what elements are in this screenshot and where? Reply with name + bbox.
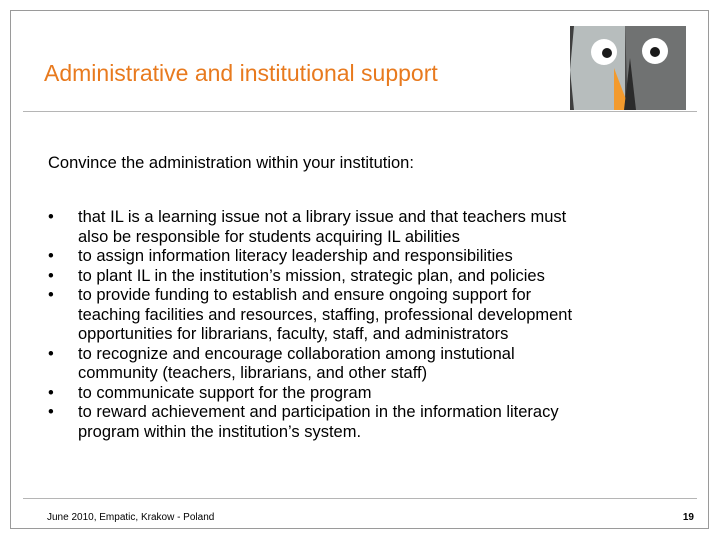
- bullet-list: [48, 208, 708, 442]
- bullet-item: • to provide funding to establish and ensure ongoing support for teaching facilities and resources, staffing, professional development opportunities for librarians, faculty, staff, and administrators: [48, 286, 708, 345]
- footer-text: June 2010, Empatic, Krakow - Poland: [47, 512, 215, 523]
- bullet-item: • to plant IL in the institution’s mission, strategic plan, and policies: [48, 267, 708, 287]
- footer-divider: [23, 498, 697, 499]
- bullet-item: • to assign information literacy leadership and responsibilities: [48, 247, 708, 267]
- page-number: 19: [682, 512, 694, 523]
- bullet-item: • to communicate support for the program: [48, 384, 708, 404]
- bullet-item: • that IL is a learning issue not a library issue and that teachers must also be responsible for students acquiring IL abilities: [48, 208, 708, 247]
- intro-text: Convince the administration within your institution:: [48, 154, 414, 172]
- owl-logo-icon: [570, 26, 686, 110]
- bullet-item: • to recognize and encourage collaboration among instutional community (teachers, librarians, and other staff): [48, 345, 708, 384]
- title-divider: [23, 111, 697, 112]
- bullet-item: • to reward achievement and participation in the information literacy program within the institution’s system.: [48, 403, 708, 442]
- slide-title: Administrative and institutional support: [44, 60, 438, 86]
